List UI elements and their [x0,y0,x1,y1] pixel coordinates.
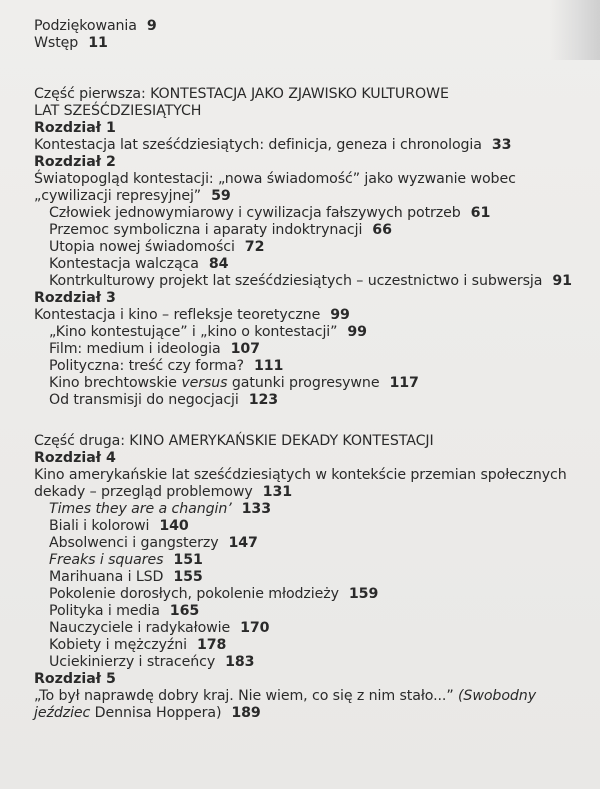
toc-entry-title-a: „To był naprawdę dobry kraj. Nie wiem, co się z nim stało...” [34,688,458,704]
toc-entry-wstep [34,35,594,52]
toc-subentry [34,324,594,341]
chapter-5-label: Rozdział 5 [34,671,116,687]
toc-entry-title: Pokolenie dorosłych, pokolenie młodzieży [49,586,339,602]
toc-entry-title: Przemoc symboliczna i aparaty indoktrynacji [49,222,363,238]
toc-entry-title: Film: medium i ideologia [49,341,221,357]
toc-entry-page: 99 [330,307,350,323]
toc-entry-page: 59 [211,188,231,204]
toc-entry-title: Utopia nowej świadomości [49,239,235,255]
part-one-heading-line2: LAT SZEŚĆDZIESIĄTYCH [34,103,202,119]
toc-entry-page: 170 [240,620,270,636]
toc-entry-page: 66 [372,222,392,238]
toc-entry-page: 165 [169,603,200,619]
toc-entry-page: 107 [230,341,260,357]
toc-entry-title-italic: versus [181,375,228,391]
toc-entry-title: Kontestacja walcząca [49,256,199,272]
toc-entry-page: 72 [244,239,265,255]
toc-entry-page: 33 [491,137,512,153]
toc-entry-page: 159 [348,586,379,602]
toc-entry-title: Kontestacja i kino – refleksje teoretyczne [34,307,321,323]
toc-subentry [34,603,594,620]
toc-entry-page: 178 [197,637,227,653]
chapter-5-title-line1 [34,688,594,705]
toc-subentry [34,586,594,603]
toc-entry-title-a: Kino brechtowskie [49,375,182,391]
toc-subentry [34,654,594,671]
toc-entry-page: 91 [552,273,572,289]
toc-subentry [34,239,594,256]
toc-subentry [34,205,594,222]
toc-entry-page: 117 [389,375,419,391]
part-one-heading [34,86,594,120]
toc-entry-page: 123 [248,392,279,408]
toc-entry-title: Kontestacja lat sześćdziesiątych: definicja, geneza i chronologia [34,137,482,153]
part-one-heading-line1: Część pierwsza: KONTESTACJA JAKO ZJAWISKO KULTUROWE [34,86,449,102]
toc-subentry [34,273,594,290]
toc-subentry [34,569,594,586]
toc-subentry [34,620,594,637]
toc-entry-title: Uciekinierzy i straceńcy [49,654,216,670]
toc-entry-page: 99 [347,324,367,340]
toc-entry-title: Absolwenci i gangsterzy [49,535,219,551]
toc-entry-podziekowania [34,18,594,35]
toc-entry-page: 140 [159,518,189,534]
toc-entry-title-italic: (Swobodny [457,688,536,704]
toc-entry-title: Polityka i media [49,603,160,619]
part-two-heading: Część druga: KINO AMERYKAŃSKIE DEKADY KONTESTACJI [34,433,434,449]
table-of-contents [34,18,594,722]
toc-subentry [34,637,594,654]
toc-entry-page: 183 [225,654,255,670]
toc-entry-title: Podziękowania [34,18,137,34]
toc-entry-title: Freaks i squares [49,552,164,568]
toc-entry-title: dekady – przegląd problemowy [34,484,253,500]
chapter-4-title-line1: Kino amerykańskie lat sześćdziesiątych w kontekście przemian społecznych [34,467,567,483]
chapter-4-title-line2 [34,484,594,501]
toc-subentry [34,552,594,569]
chapter-1-label: Rozdział 1 [34,120,116,136]
toc-entry-page: 155 [173,569,203,585]
toc-subentry [34,358,594,375]
toc-subentry [34,518,594,535]
chapter-2-title-line2 [34,188,594,205]
toc-entry-title-b: Dennisa Hoppera) [90,705,222,721]
toc-entry-title: Marihuana i LSD [49,569,164,585]
toc-entry-title: Biali i kolorowi [49,518,150,534]
toc-subentry [34,375,594,392]
toc-entry-title: „cywilizacji represyjnej” [34,188,202,204]
toc-entry-page: 61 [470,205,491,221]
chapter-4-label: Rozdział 4 [34,450,116,466]
toc-entry-page: 131 [262,484,292,500]
toc-subentry [34,341,594,358]
chapter-1-title [34,137,594,154]
toc-entry-page: 11 [88,35,108,51]
toc-entry-page: 111 [253,358,284,374]
toc-subentry [34,392,594,409]
toc-entry-title: Times they are a changin’ [49,501,232,517]
toc-subentry [34,222,594,239]
toc-entry-page: 9 [146,18,157,34]
toc-entry-page: 133 [241,501,271,517]
toc-entry-page: 151 [173,552,203,568]
toc-entry-title: Wstęp [34,35,79,51]
chapter-5-title-line2 [34,705,594,722]
toc-entry-title: „Kino kontestujące” i „kino o kontestacji” [49,324,338,340]
toc-entry-title: Człowiek jednowymiarowy i cywilizacja fałszywych potrzeb [49,205,461,221]
chapter-3-label: Rozdział 3 [34,290,116,306]
toc-entry-title: Od transmisji do negocjacji [49,392,239,408]
chapter-3-title [34,307,594,324]
toc-entry-title-italic: jeździec [34,705,91,721]
chapter-2-title-line1: Światopogląd kontestacji: „nowa świadomość” jako wyzwanie wobec [34,171,516,187]
toc-subentry [34,501,594,518]
toc-entry-page: 84 [208,256,229,272]
toc-entry-title: Polityczna: treść czy forma? [49,358,244,374]
toc-subentry [34,256,594,273]
chapter-2-label: Rozdział 2 [34,154,116,170]
toc-entry-page: 189 [231,705,261,721]
toc-entry-title: Nauczyciele i radykałowie [49,620,231,636]
toc-subentry [34,535,594,552]
toc-entry-title: Kobiety i mężczyźni [49,637,187,653]
toc-entry-page: 147 [228,535,258,551]
toc-entry-title-b: gatunki progresywne [227,375,380,391]
toc-entry-title: Kontrkulturowy projekt lat sześćdziesiątych – uczestnictwo i subwersja [49,273,543,289]
